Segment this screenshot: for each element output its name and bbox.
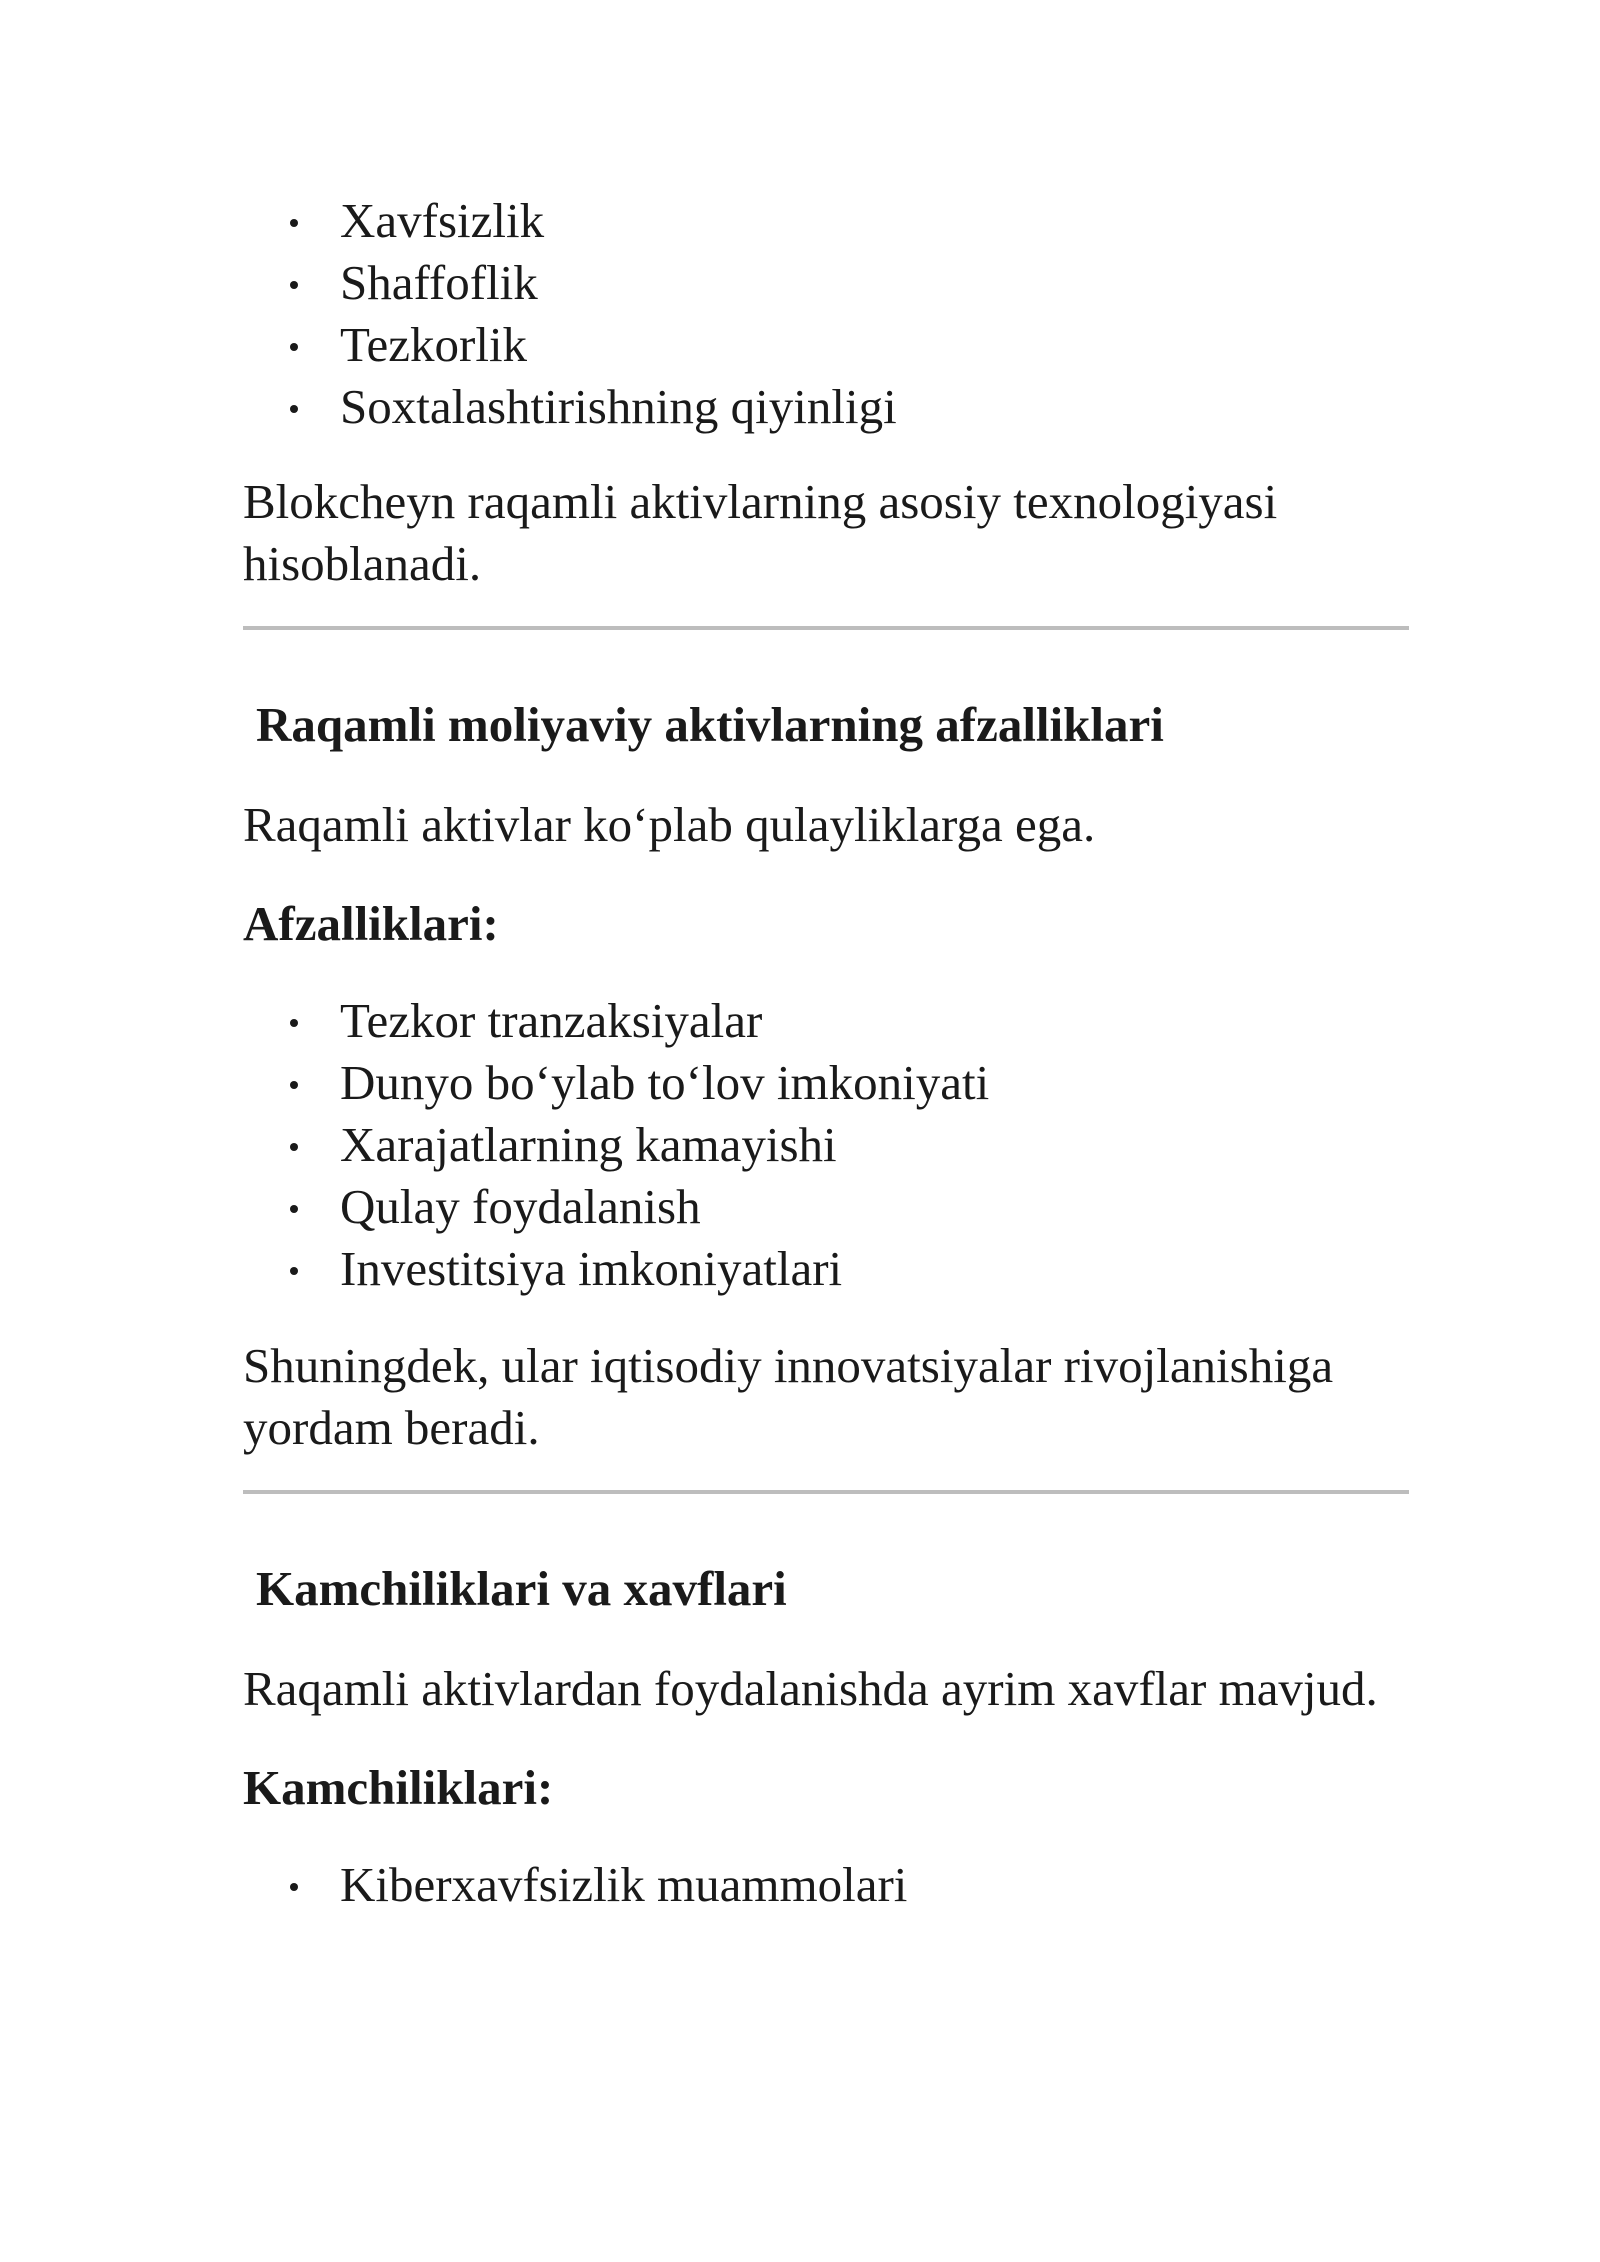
advantages-closing: Shuningdek, ular iqtisodiy innovatsiyalar rivojlanishiga yordam beradi. (243, 1338, 1334, 1455)
features-list (243, 190, 1409, 438)
advantages-heading: Raqamli moliyaviy aktivlarning afzalliklari (256, 697, 1164, 752)
list-item-text: Qulay foydalanish (340, 1179, 701, 1234)
list-item-text: Kiberxavfsizlik muammolari (340, 1857, 908, 1912)
risks-heading: Kamchiliklari va xavflari (256, 1561, 787, 1616)
list-item-text: Shaffoflik (340, 255, 538, 310)
bullet-icon (290, 1019, 298, 1027)
bullet-icon (290, 219, 298, 227)
list-item (243, 190, 1409, 252)
list-item (243, 1238, 1409, 1300)
risks-intro: Raqamli aktivlardan foydalanishda ayrim xavflar mavjud. (243, 1661, 1378, 1716)
list-item (243, 314, 1409, 376)
section-divider (243, 626, 1409, 630)
section-divider (243, 1490, 1409, 1494)
list-item (243, 1176, 1409, 1238)
list-item-text: Xavfsizlik (340, 193, 545, 248)
list-item (243, 1854, 1409, 1916)
risks-list (243, 1854, 1409, 1916)
list-item (243, 990, 1409, 1052)
bullet-icon (290, 1143, 298, 1151)
bullet-icon (290, 1883, 298, 1891)
bullet-icon (290, 1081, 298, 1089)
advantages-list (243, 990, 1409, 1300)
blockchain-paragraph: Blokcheyn raqamli aktivlarning asosiy texnologiyasi hisoblanadi. (243, 474, 1278, 591)
list-item-text: Xarajatlarning kamayishi (340, 1117, 837, 1172)
list-item (243, 1052, 1409, 1114)
list-item (243, 376, 1409, 438)
list-item (243, 252, 1409, 314)
list-item-text: Dunyo bo‘ylab to‘lov imkoniyati (340, 1055, 990, 1110)
bullet-icon (290, 405, 298, 413)
bullet-icon (290, 1205, 298, 1213)
advantages-intro: Raqamli aktivlar ko‘plab qulayliklarga ega. (243, 797, 1096, 852)
list-item (243, 1114, 1409, 1176)
list-item-text: Tezkorlik (340, 317, 528, 372)
bullet-icon (290, 343, 298, 351)
list-item-text: Soxtalashtirishning qiyinligi (340, 379, 897, 434)
list-item-text: Investitsiya imkoniyatlari (340, 1241, 843, 1296)
list-item-text: Tezkor tranzaksiyalar (340, 993, 763, 1048)
document-page (243, 190, 1409, 1916)
risks-subheading: Kamchiliklari: (243, 1760, 554, 1815)
bullet-icon (290, 1267, 298, 1275)
advantages-subheading: Afzalliklari: (243, 896, 499, 951)
bullet-icon (290, 281, 298, 289)
